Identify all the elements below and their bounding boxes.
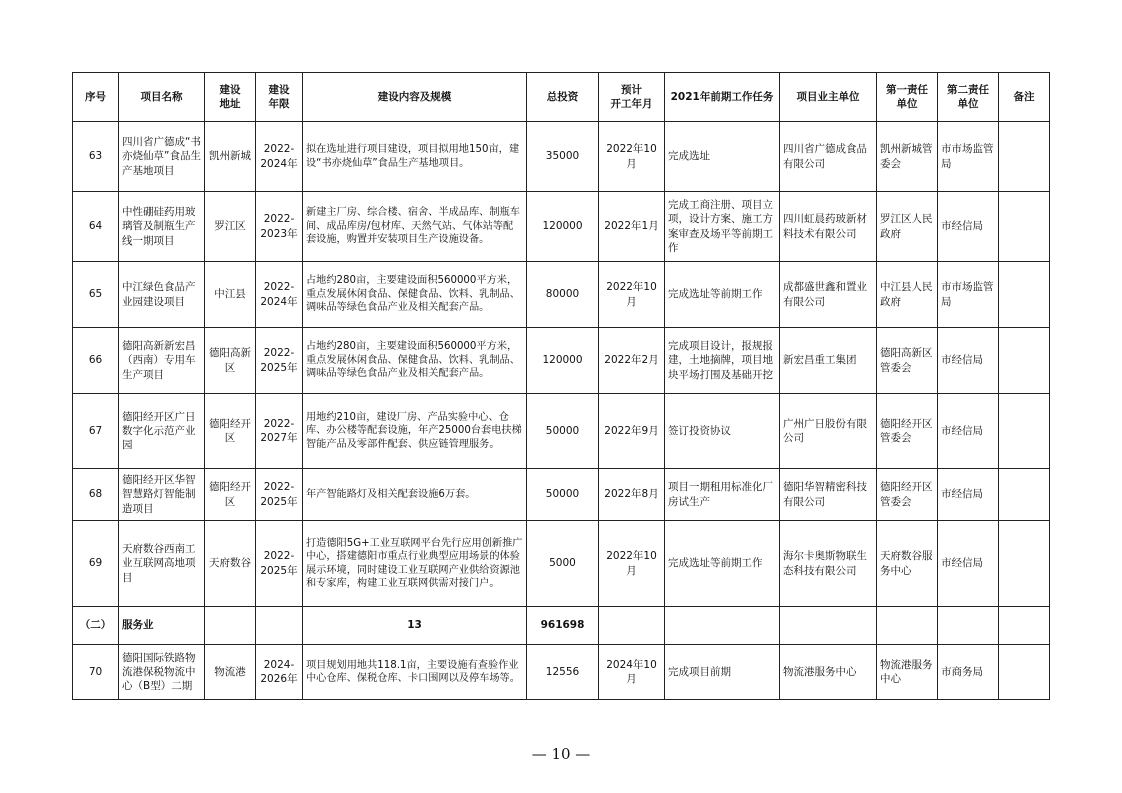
cell-second: 市商务局: [938, 645, 999, 700]
header-invest: 总投资: [527, 73, 599, 122]
cell-no: 65: [73, 262, 119, 328]
cell-first: 德阳经开区管委会: [877, 469, 938, 521]
cell-note: [999, 645, 1050, 700]
cell-second: 市经信局: [938, 192, 999, 262]
cell-task: 完成选址等前期工作: [665, 262, 780, 328]
header-second: 第二责任 单位: [938, 73, 999, 122]
cell-invest: 50000: [527, 394, 599, 469]
cell-first: 物流港服务中心: [877, 645, 938, 700]
section-empty-start: [599, 607, 665, 645]
header-first: 第一责任 单位: [877, 73, 938, 122]
table-row: [73, 469, 1050, 521]
cell-years: 2022-2024年: [256, 122, 303, 192]
cell-content: 项目规划用地共118.1亩，主要设施有查验作业中心仓库、保税仓库、卡口围网以及停车场等。: [303, 645, 527, 700]
section-row: [73, 607, 1050, 645]
header-content: 建设内容及规模: [303, 73, 527, 122]
cell-note: [999, 394, 1050, 469]
cell-task: 完成选址: [665, 122, 780, 192]
cell-name: 德阳高新新宏昌（西南）专用车生产项目: [119, 328, 205, 394]
cell-addr: 天府数谷: [205, 521, 256, 607]
cell-no: 68: [73, 469, 119, 521]
cell-no: 69: [73, 521, 119, 607]
cell-start: 2022年2月: [599, 328, 665, 394]
cell-task: 完成工商注册、项目立项，设计方案、施工方案审查及场平等前期工作: [665, 192, 780, 262]
table-row: [73, 328, 1050, 394]
cell-content: 新建主厂房、综合楼、宿舍、半成品库、制瓶车间、成品库房/包材库、天然气站、气体站等配套设施，购置并安装项目生产设施设备。: [303, 192, 527, 262]
cell-owner: 海尔卡奥斯物联生态科技有限公司: [780, 521, 877, 607]
header-no: 序号: [73, 73, 119, 122]
cell-second: 市经信局: [938, 469, 999, 521]
cell-name: 中性硼硅药用玻璃管及制瓶生产线一期项目: [119, 192, 205, 262]
cell-invest: 35000: [527, 122, 599, 192]
header-addr: 建设 地址: [205, 73, 256, 122]
cell-note: [999, 521, 1050, 607]
header-start: 预计 开工年月: [599, 73, 665, 122]
cell-years: 2022-2027年: [256, 394, 303, 469]
cell-start: 2022年10月: [599, 521, 665, 607]
cell-task: 完成项目设计，报规报建，土地摘牌，项目地块平场打围及基础开挖: [665, 328, 780, 394]
cell-content: 占地约280亩，主要建设面积560000平方米，重点发展休闲食品、保健食品、饮料、乳制品、调味品等绿色食品产业及相关配套产品。: [303, 262, 527, 328]
cell-name: 中江绿色食品产业园建设项目: [119, 262, 205, 328]
section-empty-note: [999, 607, 1050, 645]
header-years: 建设 年限: [256, 73, 303, 122]
cell-note: [999, 328, 1050, 394]
section-empty-years: [256, 607, 303, 645]
cell-no: 63: [73, 122, 119, 192]
cell-owner: 新宏昌重工集团: [780, 328, 877, 394]
cell-addr: 罗江区: [205, 192, 256, 262]
cell-owner: 四川省广德成食品有限公司: [780, 122, 877, 192]
cell-content: 占地约280亩，主要建设面积560000平方米，重点发展休闲食品、保健食品、饮料、乳制品、调味品等绿色食品产业及相关配套产品。: [303, 328, 527, 394]
cell-content: 拟在选址进行项目建设，项目拟用地150亩，建设“书亦烧仙草”食品生产基地项目。: [303, 122, 527, 192]
cell-years: 2022-2025年: [256, 469, 303, 521]
cell-start: 2022年9月: [599, 394, 665, 469]
cell-owner: 四川虹晨药玻新材料技术有限公司: [780, 192, 877, 262]
section-empty-second: [938, 607, 999, 645]
cell-years: 2022-2023年: [256, 192, 303, 262]
cell-name: 四川省广德成“书亦烧仙草”食品生产基地项目: [119, 122, 205, 192]
cell-second: 市市场监管局: [938, 262, 999, 328]
cell-name: 德阳经开区华智智慧路灯智能制造项目: [119, 469, 205, 521]
table-row: [73, 394, 1050, 469]
cell-no: 70: [73, 645, 119, 700]
header-owner: 项目业主单位: [780, 73, 877, 122]
cell-invest: 50000: [527, 469, 599, 521]
cell-second: 市经信局: [938, 328, 999, 394]
cell-task: 项目一期租用标准化厂房试生产: [665, 469, 780, 521]
header-name: 项目名称: [119, 73, 205, 122]
cell-invest: 12556: [527, 645, 599, 700]
section-count: 13: [303, 607, 527, 645]
cell-content: 年产智能路灯及相关配套设施6万套。: [303, 469, 527, 521]
section-invest: 961698: [527, 607, 599, 645]
table-row: [73, 192, 1050, 262]
cell-addr: 德阳经开区: [205, 394, 256, 469]
section-name: 服务业: [119, 607, 205, 645]
cell-addr: 德阳高新区: [205, 328, 256, 394]
cell-invest: 120000: [527, 192, 599, 262]
cell-invest: 120000: [527, 328, 599, 394]
header-row: [73, 73, 1050, 122]
cell-task: 签订投资协议: [665, 394, 780, 469]
page-number: — 10 —: [531, 745, 591, 763]
project-table: [72, 72, 1050, 700]
header-task: 2021年前期工作任务: [665, 73, 780, 122]
cell-start: 2024年10月: [599, 645, 665, 700]
cell-years: 2024-2026年: [256, 645, 303, 700]
header-note: 备注: [999, 73, 1050, 122]
cell-second: 市经信局: [938, 521, 999, 607]
cell-name: 德阳经开区广日数字化示范产业园: [119, 394, 205, 469]
table-row: [73, 645, 1050, 700]
cell-owner: 成都盛世鑫和置业有限公司: [780, 262, 877, 328]
cell-first: 罗江区人民政府: [877, 192, 938, 262]
table-row: [73, 122, 1050, 192]
cell-second: 市经信局: [938, 394, 999, 469]
cell-owner: 广州广日股份有限公司: [780, 394, 877, 469]
cell-addr: 凯州新城: [205, 122, 256, 192]
table-row: [73, 262, 1050, 328]
cell-second: 市市场监管局: [938, 122, 999, 192]
cell-years: 2022-2025年: [256, 328, 303, 394]
cell-addr: 物流港: [205, 645, 256, 700]
cell-invest: 80000: [527, 262, 599, 328]
cell-content: 用地约210亩，建设厂房、产品实验中心、仓库、办公楼等配套设施，年产25000台套电扶梯智能产品及零部件配套、供应链管理服务。: [303, 394, 527, 469]
cell-first: 德阳经开区管委会: [877, 394, 938, 469]
cell-content: 打造德阳5G+工业互联网平台先行应用创新推广中心，搭建德阳市重点行业典型应用场景的体验展示环境，同时建设工业互联网产业供给资源池和专家库，构建工业互联网供需对接门户。: [303, 521, 527, 607]
cell-name: 德阳国际铁路物流港保税物流中心（B型）二期: [119, 645, 205, 700]
cell-no: 66: [73, 328, 119, 394]
cell-addr: 德阳经开区: [205, 469, 256, 521]
cell-start: 2022年10月: [599, 262, 665, 328]
cell-invest: 5000: [527, 521, 599, 607]
section-no: （二）: [73, 607, 119, 645]
cell-first: 德阳高新区管委会: [877, 328, 938, 394]
section-empty-task: [665, 607, 780, 645]
cell-task: 完成选址等前期工作: [665, 521, 780, 607]
cell-no: 64: [73, 192, 119, 262]
section-empty-first: [877, 607, 938, 645]
cell-first: 中江县人民政府: [877, 262, 938, 328]
cell-task: 完成项目前期: [665, 645, 780, 700]
section-empty-owner: [780, 607, 877, 645]
cell-note: [999, 469, 1050, 521]
cell-addr: 中江县: [205, 262, 256, 328]
cell-owner: 德阳华智精密科技有限公司: [780, 469, 877, 521]
cell-first: 天府数谷服务中心: [877, 521, 938, 607]
cell-name: 天府数谷西南工业互联网高地项目: [119, 521, 205, 607]
cell-no: 67: [73, 394, 119, 469]
cell-years: 2022-2024年: [256, 262, 303, 328]
section-empty-addr: [205, 607, 256, 645]
cell-note: [999, 262, 1050, 328]
cell-years: 2022-2025年: [256, 521, 303, 607]
table-row: [73, 521, 1050, 607]
cell-owner: 物流港服务中心: [780, 645, 877, 700]
cell-first: 凯州新城管委会: [877, 122, 938, 192]
cell-start: 2022年10月: [599, 122, 665, 192]
cell-note: [999, 122, 1050, 192]
cell-start: 2022年1月: [599, 192, 665, 262]
cell-start: 2022年8月: [599, 469, 665, 521]
cell-note: [999, 192, 1050, 262]
